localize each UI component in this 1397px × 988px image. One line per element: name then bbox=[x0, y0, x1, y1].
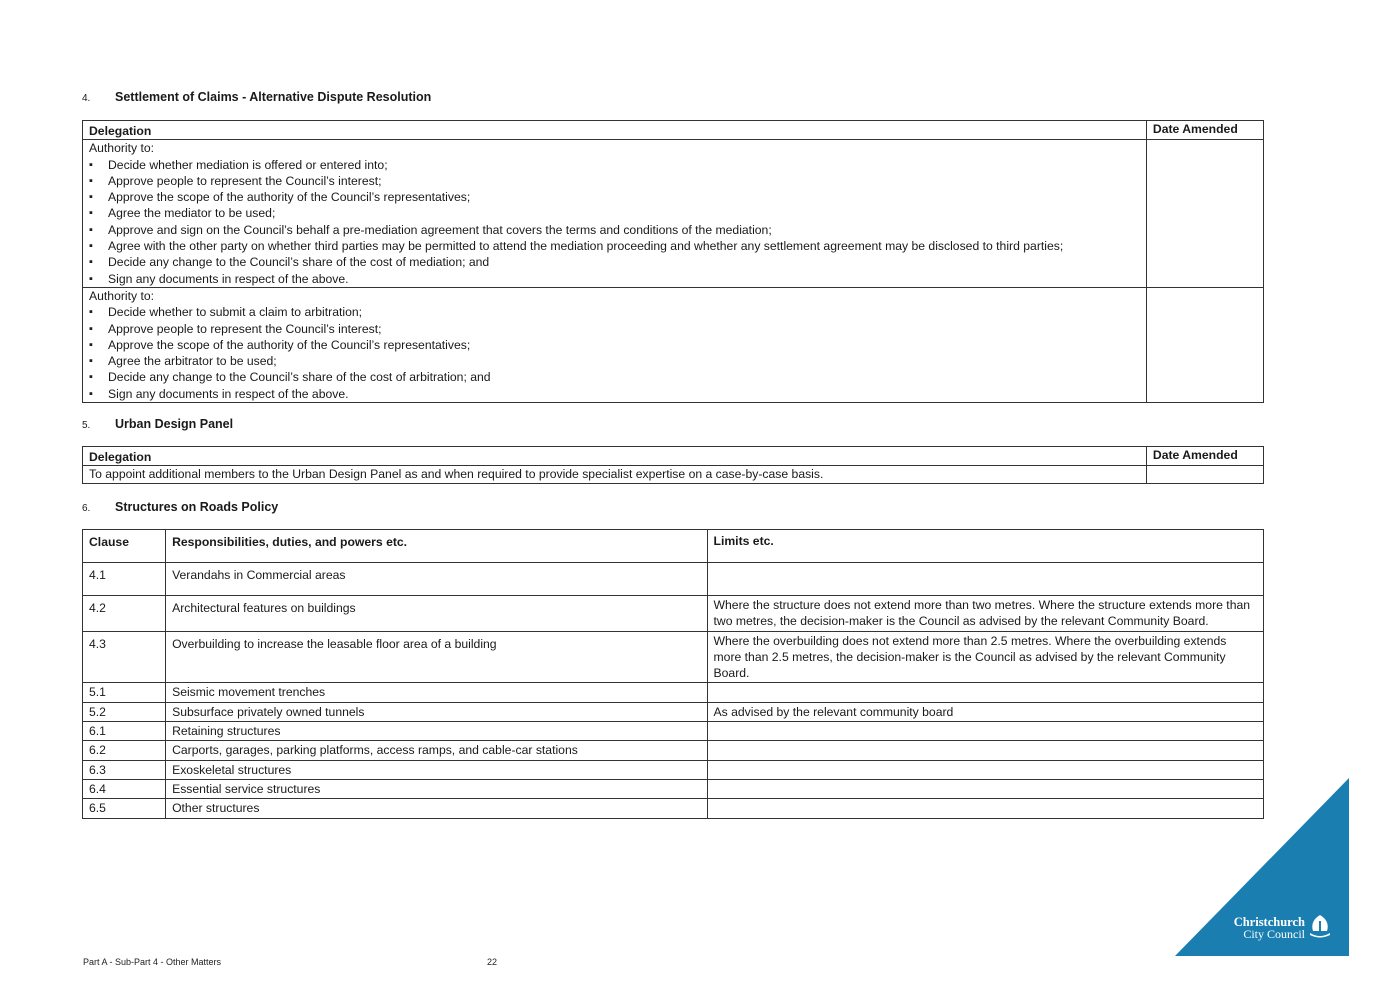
clause-header: Clause bbox=[83, 530, 166, 563]
clause-cell: 4.2 bbox=[83, 596, 166, 632]
limits-cell bbox=[707, 563, 1263, 596]
list-item: ▪ Approve the scope of the authority of the Council’s representatives; bbox=[89, 337, 1140, 353]
authority-intro: Authority to: bbox=[89, 288, 155, 303]
arbitration-authority-cell bbox=[83, 287, 1147, 402]
list-item: ▪ Agree with the other party on whether third parties may be permitted to attend the mediation proceeding and whether any settlement agreement may be disclosed to third parties; bbox=[89, 238, 1140, 254]
responsibility-cell: Overbuilding to increase the leasable floor area of a building bbox=[166, 631, 707, 683]
responsibility-cell: Exoskeletal structures bbox=[166, 760, 707, 779]
table-header-row bbox=[83, 121, 1264, 140]
section-6-heading bbox=[82, 500, 278, 514]
limits-cell bbox=[707, 722, 1263, 741]
table-row bbox=[83, 779, 1264, 798]
clause-cell: 6.1 bbox=[83, 722, 166, 741]
list-item: ▪ Sign any documents in respect of the above. bbox=[89, 386, 1140, 402]
footer-page-number: 22 bbox=[487, 957, 498, 967]
table-row bbox=[83, 702, 1264, 721]
table-row bbox=[83, 466, 1264, 483]
clause-cell: 6.2 bbox=[83, 741, 166, 760]
section-5-title: Urban Design Panel bbox=[115, 417, 234, 431]
logo-line-2: City Council bbox=[1243, 927, 1305, 941]
table-row bbox=[83, 760, 1264, 779]
section-4-number: 4. bbox=[82, 93, 91, 104]
table-row bbox=[83, 722, 1264, 741]
responsibility-cell: Essential service structures bbox=[166, 779, 707, 798]
date-amended-header: Date Amended bbox=[1146, 121, 1263, 140]
arbitration-authority-list bbox=[89, 304, 1140, 402]
limits-cell: Where the structure does not extend more than two metres. Where the structure extends more than two metres, the decision-maker is the Council as advised by the relevant Community Board. bbox=[707, 596, 1263, 632]
responsibility-cell: Subsurface privately owned tunnels bbox=[166, 702, 707, 721]
logo-line-1: Christchurch bbox=[1233, 915, 1305, 929]
date-amended-cell bbox=[1146, 140, 1263, 288]
limits-cell bbox=[707, 683, 1263, 702]
section-4-heading bbox=[82, 90, 431, 104]
christchurch-city-council-logo bbox=[1175, 778, 1349, 956]
limits-header: Limits etc. bbox=[707, 530, 1263, 563]
limits-cell bbox=[707, 741, 1263, 760]
responsibility-cell: Other structures bbox=[166, 799, 707, 818]
limits-cell: As advised by the relevant community board bbox=[707, 702, 1263, 721]
list-item: ▪ Decide any change to the Council’s share of the cost of arbitration; and bbox=[89, 369, 1140, 385]
structures-table-body bbox=[83, 563, 1264, 819]
table-row bbox=[83, 741, 1264, 760]
urban-design-panel-table bbox=[82, 446, 1264, 484]
section-4-title: Settlement of Claims - Alternative Dispute Resolution bbox=[115, 90, 432, 104]
clause-cell: 5.1 bbox=[83, 683, 166, 702]
date-amended-cell bbox=[1146, 466, 1263, 483]
table-header-row bbox=[83, 447, 1264, 466]
section-5-heading bbox=[82, 417, 233, 431]
table-row bbox=[83, 631, 1264, 683]
list-item: ▪ Decide whether to submit a claim to arbitration; bbox=[89, 304, 1140, 320]
delegation-cell: To appoint additional members to the Urban Design Panel as and when required to provide specialist expertise on a case-by-case basis. bbox=[83, 466, 1147, 483]
table-row bbox=[83, 287, 1264, 402]
list-item: ▪ Approve people to represent the Council’s interest; bbox=[89, 321, 1140, 337]
table-row bbox=[83, 799, 1264, 818]
delegation-header: Delegation bbox=[83, 121, 1147, 140]
cathedral-emblem-icon bbox=[1307, 913, 1333, 939]
authority-intro: Authority to: bbox=[89, 141, 155, 156]
clause-cell: 6.4 bbox=[83, 779, 166, 798]
list-item: ▪ Approve and sign on the Council’s behalf a pre-mediation agreement that covers the terms and conditions of the mediation; bbox=[89, 222, 1140, 238]
mediation-authority-cell bbox=[83, 140, 1147, 288]
clause-cell: 6.3 bbox=[83, 760, 166, 779]
table-row bbox=[83, 140, 1264, 288]
section-6-title: Structures on Roads Policy bbox=[115, 500, 279, 514]
table-row bbox=[83, 596, 1264, 632]
mediation-authority-list bbox=[89, 157, 1140, 287]
date-amended-header: Date Amended bbox=[1146, 447, 1263, 466]
table-row bbox=[83, 683, 1264, 702]
settlement-claims-table bbox=[82, 120, 1264, 403]
limits-cell: Where the overbuilding does not extend more than 2.5 metres. Where the overbuilding extends more than 2.5 metres, the decision-maker is the Council as advised by the relevant Community Board. bbox=[707, 631, 1263, 683]
responsibility-cell: Seismic movement trenches bbox=[166, 683, 707, 702]
clause-cell: 4.3 bbox=[83, 631, 166, 683]
responsibility-cell: Retaining structures bbox=[166, 722, 707, 741]
clause-cell: 4.1 bbox=[83, 563, 166, 596]
responsibility-cell: Architectural features on buildings bbox=[166, 596, 707, 632]
list-item: ▪ Decide whether mediation is offered or entered into; bbox=[89, 157, 1140, 173]
table-header-row bbox=[83, 530, 1264, 563]
list-item: ▪ Sign any documents in respect of the above. bbox=[89, 271, 1140, 287]
section-5-number: 5. bbox=[82, 420, 91, 431]
responsibility-cell: Verandahs in Commercial areas bbox=[166, 563, 707, 596]
structures-on-roads-table bbox=[82, 529, 1264, 819]
responsibilities-header: Responsibilities, duties, and powers etc. bbox=[166, 530, 707, 563]
list-item: ▪ Agree the arbitrator to be used; bbox=[89, 353, 1140, 369]
section-6-number: 6. bbox=[82, 503, 91, 514]
clause-cell: 5.2 bbox=[83, 702, 166, 721]
delegation-header: Delegation bbox=[83, 447, 1147, 466]
footer-document-part: Part A - Sub-Part 4 - Other Matters bbox=[83, 957, 222, 967]
list-item: ▪ Decide any change to the Council’s share of the cost of mediation; and bbox=[89, 254, 1140, 270]
clause-cell: 6.5 bbox=[83, 799, 166, 818]
list-item: ▪ Agree the mediator to be used; bbox=[89, 205, 1140, 221]
list-item: ▪ Approve people to represent the Council’s interest; bbox=[89, 173, 1140, 189]
limits-cell bbox=[707, 760, 1263, 779]
date-amended-cell bbox=[1146, 287, 1263, 402]
table-row bbox=[83, 563, 1264, 596]
responsibility-cell: Carports, garages, parking platforms, access ramps, and cable-car stations bbox=[166, 741, 707, 760]
list-item: ▪ Approve the scope of the authority of the Council’s representatives; bbox=[89, 189, 1140, 205]
